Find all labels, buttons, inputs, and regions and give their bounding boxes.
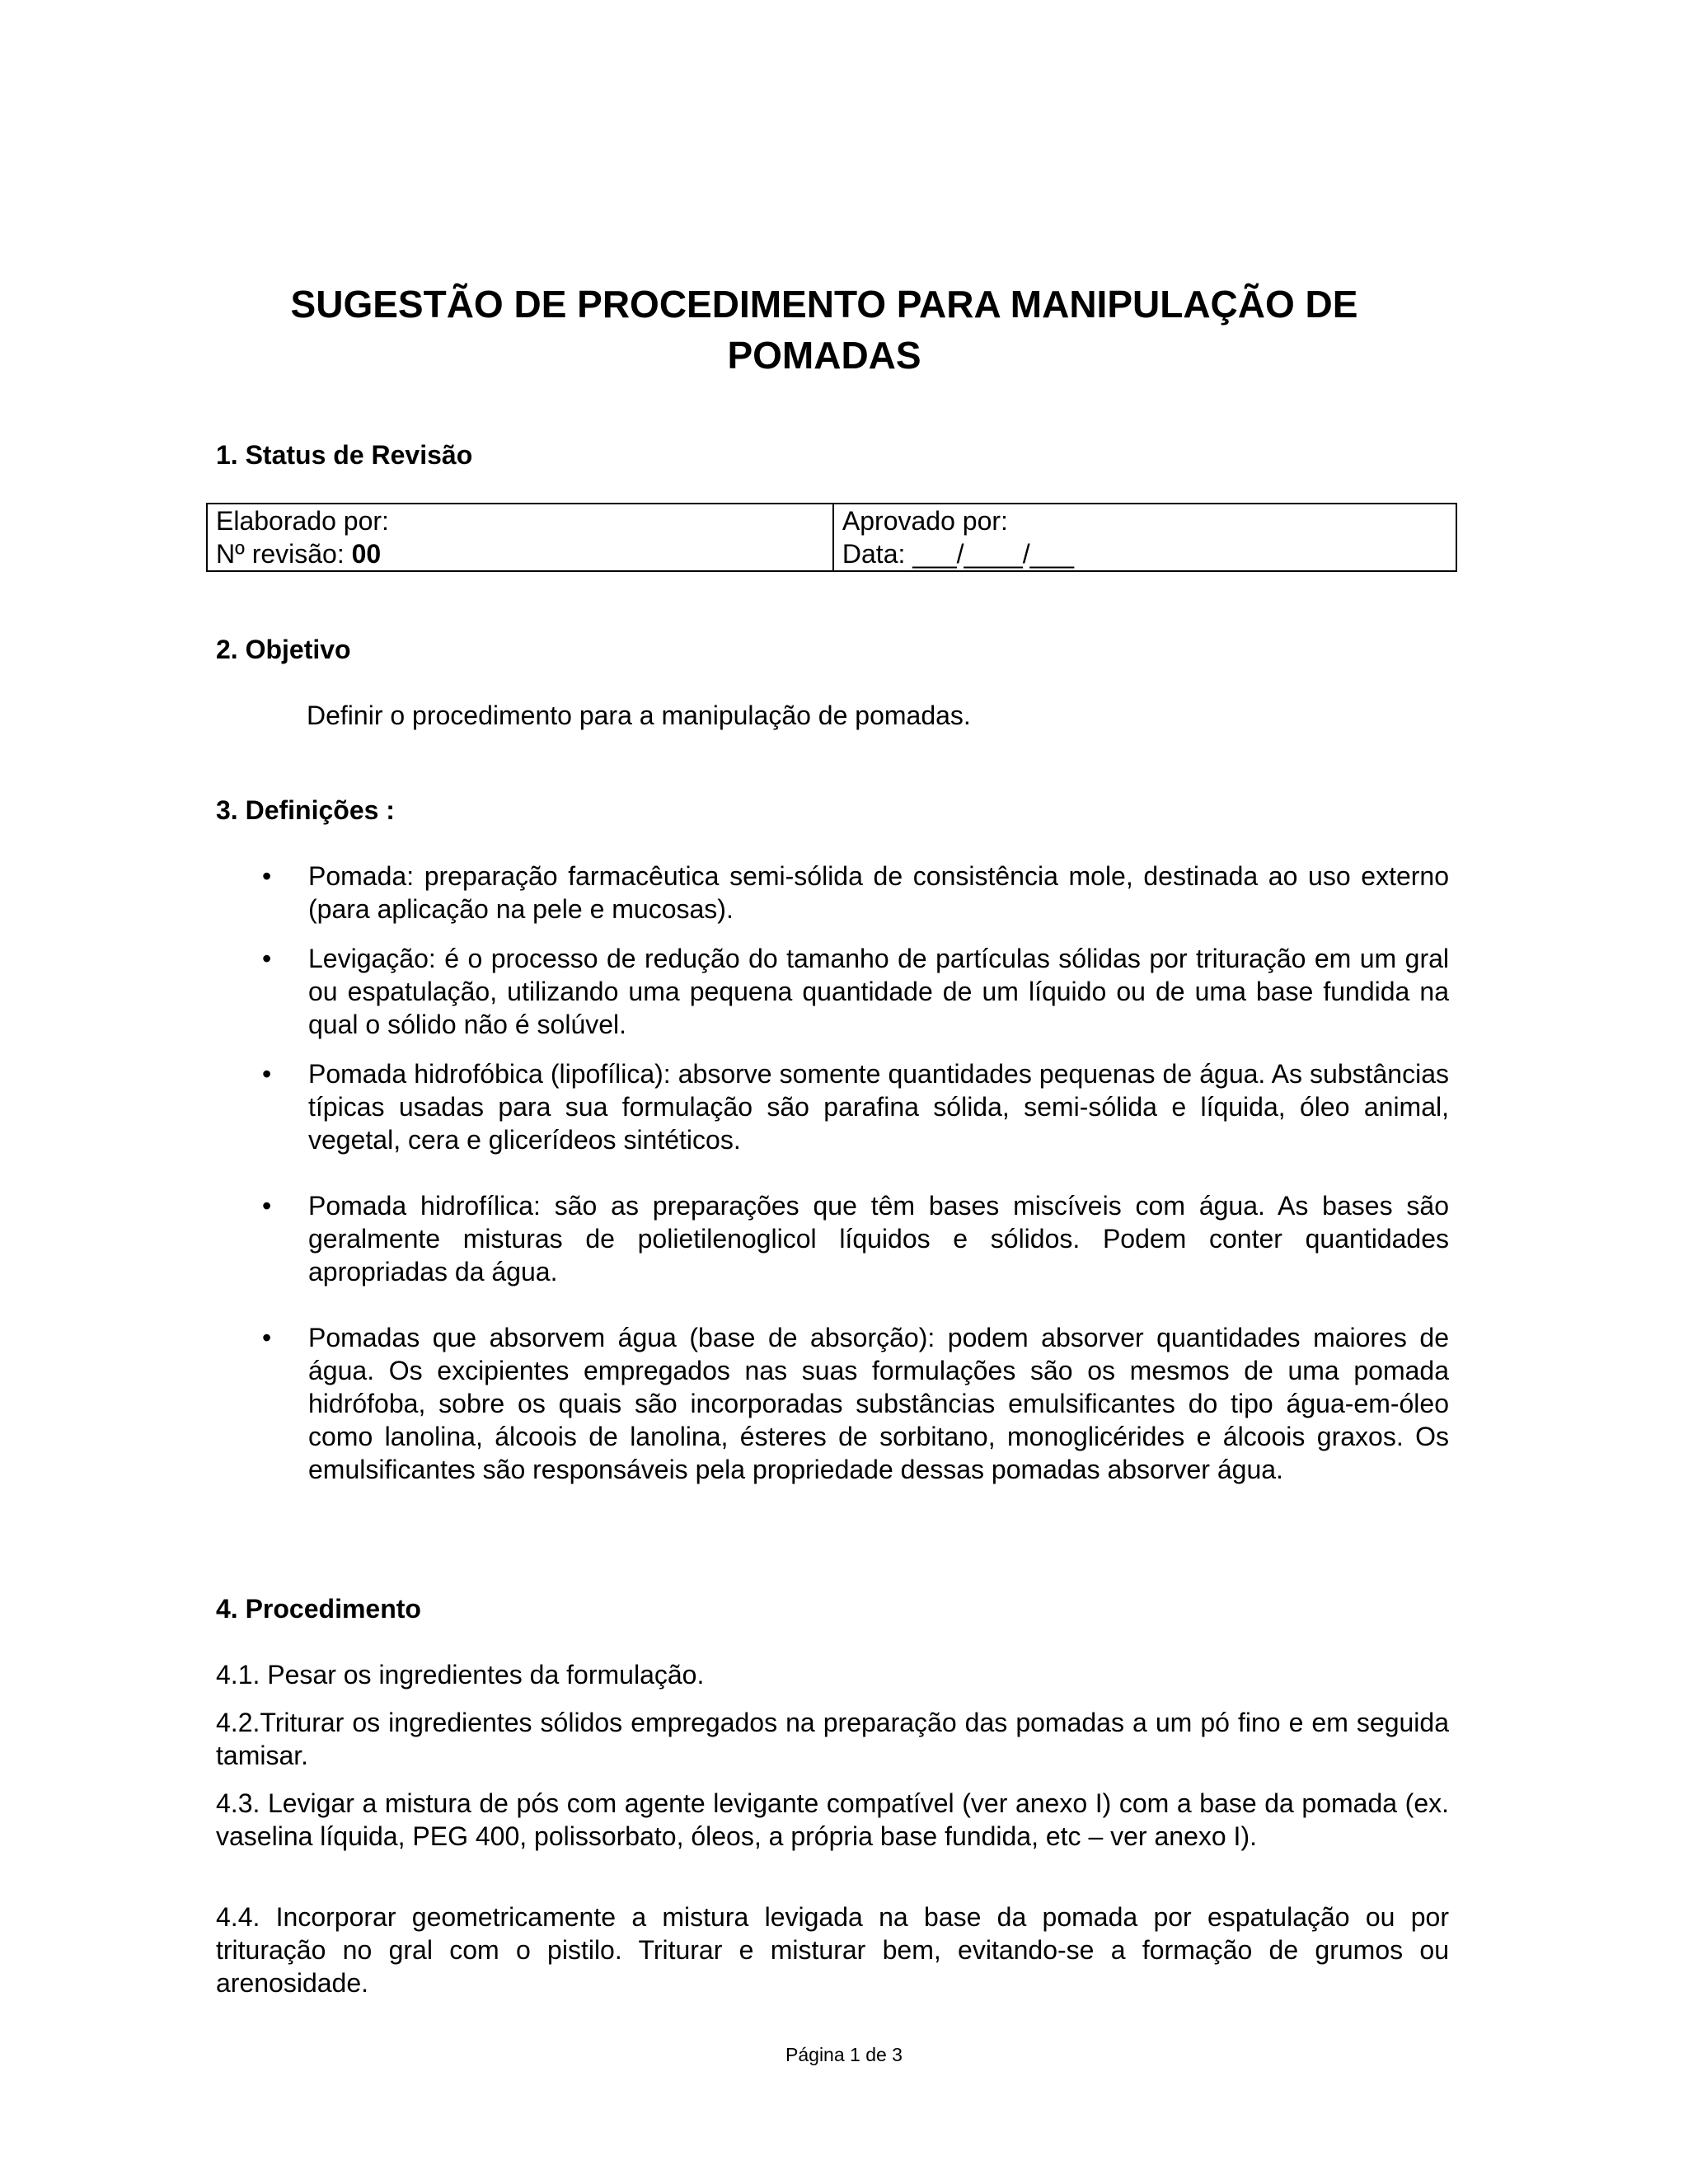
definition-text: Pomada: preparação farmacêutica semi-sólida de consistência mole, destinada ao uso externo (para aplicação na pele e mucosas). [308, 861, 1449, 924]
data-label: Data: ___/____/___ [842, 539, 1075, 569]
revision-table [206, 503, 1457, 572]
bullet-icon: • [262, 1323, 272, 1352]
definition-text: Pomada hidrofílica: são as preparações que têm bases miscíveis com água. As bases são geralmente misturas de polietilenoglicol líquidos e sólidos. Podem conter quantidades apropriadas da água. [308, 1191, 1449, 1286]
page-number: Página 1 de 3 [785, 2044, 903, 2065]
title-line-2: POMADAS [727, 334, 921, 377]
definition-text: Levigação: é o processo de redução do tamanho de partículas sólidas por trituração em um gral ou espatulação, utilizando uma pequena quantidade de um líquido ou de uma base fundida na qual o sólido não é solúvel. [308, 944, 1449, 1039]
revisao-line [216, 537, 824, 570]
revision-cell-left [207, 504, 833, 571]
definition-text: Pomadas que absorvem água (base de absorção): podem absorver quantidades maiores de água. Os excipientes empregados nas suas formulações são os mesmos de uma pomada hidrófoba, sobre os quais são incorporadas substâncias emulsificantes do tipo água-em-óleo como lanolina, álcoois de lanolina, ésteres de sorbitano, monoglicérides e álcoois graxos. Os emulsificantes são responsáveis pela propriedade dessas pomadas absorver água. [308, 1323, 1449, 1484]
procedure-step: 4.2.Triturar os ingredientes sólidos empregados na preparação das pomadas a um pó fino e em seguida tamisar. [216, 1708, 1449, 1770]
bullet-icon: • [262, 1191, 272, 1221]
objetivo-text: Definir o procedimento para a manipulação de pomadas. [307, 701, 971, 730]
definition-text: Pomada hidrofóbica (lipofílica): absorve somente quantidades pequenas de água. As substâncias típicas usadas para sua formulação são parafina sólida, semi-sólida e líquida, óleo animal, vegetal, cera e glicerídeos sintéticos. [308, 1059, 1449, 1155]
aprovado-label: Aprovado por: [842, 506, 1008, 536]
document-title [206, 279, 1442, 381]
bullet-icon: • [262, 861, 272, 891]
section-heading-definicoes: 3. Definições : [216, 795, 395, 825]
bullet-icon: • [262, 1059, 272, 1089]
procedure-step: 4.1. Pesar os ingredientes da formulação. [216, 1660, 705, 1690]
bullet-icon: • [262, 944, 272, 973]
section-heading-procedimento: 4. Procedimento [216, 1594, 421, 1624]
elaborado-label: Elaborado por: [216, 506, 389, 536]
section-heading-status: 1. Status de Revisão [216, 440, 473, 470]
procedure-step: 4.3. Levigar a mistura de pós com agente levigante compatível (ver anexo I) com a base da pomada (ex. vaselina líquida, PEG 400, polissorbato, óleos, a própria base fundida, etc – ver anexo I). [216, 1788, 1449, 1851]
section-heading-objetivo: 2. Objetivo [216, 635, 351, 664]
title-line-1: SUGESTÃO DE PROCEDIMENTO PARA MANIPULAÇÃO DE [290, 283, 1358, 326]
revision-cell-right [833, 504, 1456, 571]
revisao-value: 00 [351, 539, 382, 569]
revisao-label: Nº revisão: [216, 539, 352, 569]
procedure-step: 4.4. Incorporar geometricamente a mistura levigada na base da pomada por espatulação ou por trituração no gral com o pistilo. Triturar e misturar bem, evitando-se a formação de grumos ou arenosidade. [216, 1902, 1449, 1998]
